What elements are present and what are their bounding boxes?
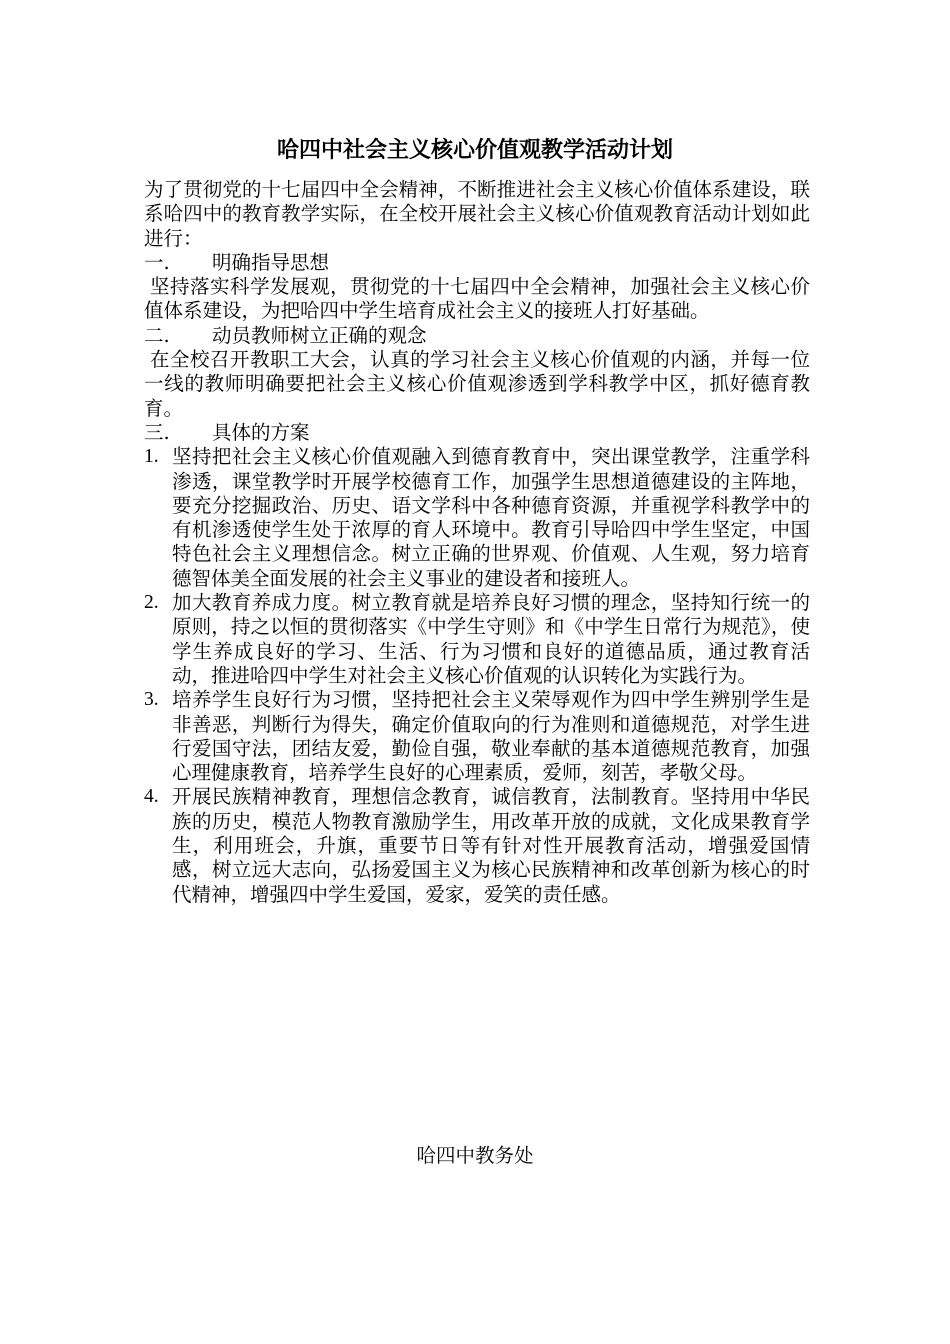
section-heading-3 (144, 421, 810, 445)
list-item-number: 3. (144, 689, 159, 711)
section-heading-2 (144, 324, 810, 348)
list-item-text: 开展民族精神教育，理想信念教育，诚信教育，法制教育。坚持用中华民族的历史，模范人物教育激励学生，用改革开放的成就，文化成果教育学生，利用班会，升旗，重要节日等有针对性开展教育活动，增强爱国情感，树立远大志向，弘扬爱国主义为核心民族精神和改革创新为核心的时代精神，增强四中学生爱国，爱家，爱笑的责任感。 (172, 785, 810, 906)
section-number: 一. (144, 250, 170, 274)
list-item (144, 785, 810, 906)
section-heading-text: 动员教师树立正确的观念 (212, 323, 427, 347)
list-item (144, 688, 810, 785)
plan-list (144, 445, 810, 907)
document-title: 哈四中社会主义核心价值观教学活动计划 (276, 137, 673, 163)
list-item-number: 1. (144, 446, 159, 468)
section-body-2: 在全校召开教职工大会，认真的学习社会主义核心价值观的内涵，并每一位一线的教师明确要把社会主义核心价值观渗透到学科教学中区，抓好德育教育。 (144, 348, 810, 420)
section-number: 三. (144, 420, 170, 444)
section-heading-1 (144, 251, 810, 275)
document-body (144, 178, 810, 907)
section-heading-text: 明确指导思想 (212, 250, 330, 274)
list-item-text: 加大教育养成力度。树立教育就是培养良好习惯的理念，坚持知行统一的原则，持之以恒的贯彻落实《中学生守则》和《中学生日常行为规范》，使学生养成良好的学习、生活、行为习惯和良好的道德品质，通过教育活动，推进哈四中学生对社会主义核心价值观的认识转化为实践行为。 (172, 591, 810, 687)
list-item-text: 坚持把社会主义核心价值观融入到德育教育中，突出课堂教学，注重学科渗透，课堂教学时开展学校德育工作，加强学生思想道德建设的主阵地，要充分挖掘政治、历史、语文学科中各种德育资源，并重视学科教学中的有机渗透使学生处于浓厚的育人环境中。教育引导哈四中学生坚定，中国特色社会主义理想信念。树立正确的世界观、价值观、人生观，努力培育德智体美全面发展的社会主义事业的建设者和接班人。 (172, 445, 810, 590)
section-number: 二. (144, 323, 170, 347)
list-item-text: 培养学生良好行为习惯，坚持把社会主义荣辱观作为四中学生辨别学生是非善恶，判断行为得失，确定价值取向的行为准则和道德规范，对学生进行爱国守法，团结友爱，勤俭自强，敬业奉献的基本道德规范教育，加强心理健康教育，培养学生良好的心理素质，爱师，刻苦，孝敬父母。 (172, 688, 810, 785)
signature: 哈四中教务处 (416, 1144, 534, 1167)
list-item-number: 2. (144, 592, 159, 614)
list-item (144, 445, 810, 591)
section-body-1: 坚持落实科学发展观，贯彻党的十七届四中全会精神，加强社会主义核心价值体系建设，为把哈四中学生培育成社会主义的接班人打好基础。 (144, 275, 810, 323)
list-item (144, 591, 810, 688)
list-item-number: 4. (144, 786, 159, 808)
intro-paragraph: 为了贯彻党的十七届四中全会精神，不断推进社会主义核心价值体系建设，联系哈四中的教育教学实际，在全校开展社会主义核心价值观教育活动计划如此进行： (144, 178, 810, 250)
section-heading-text: 具体的方案 (212, 420, 310, 444)
